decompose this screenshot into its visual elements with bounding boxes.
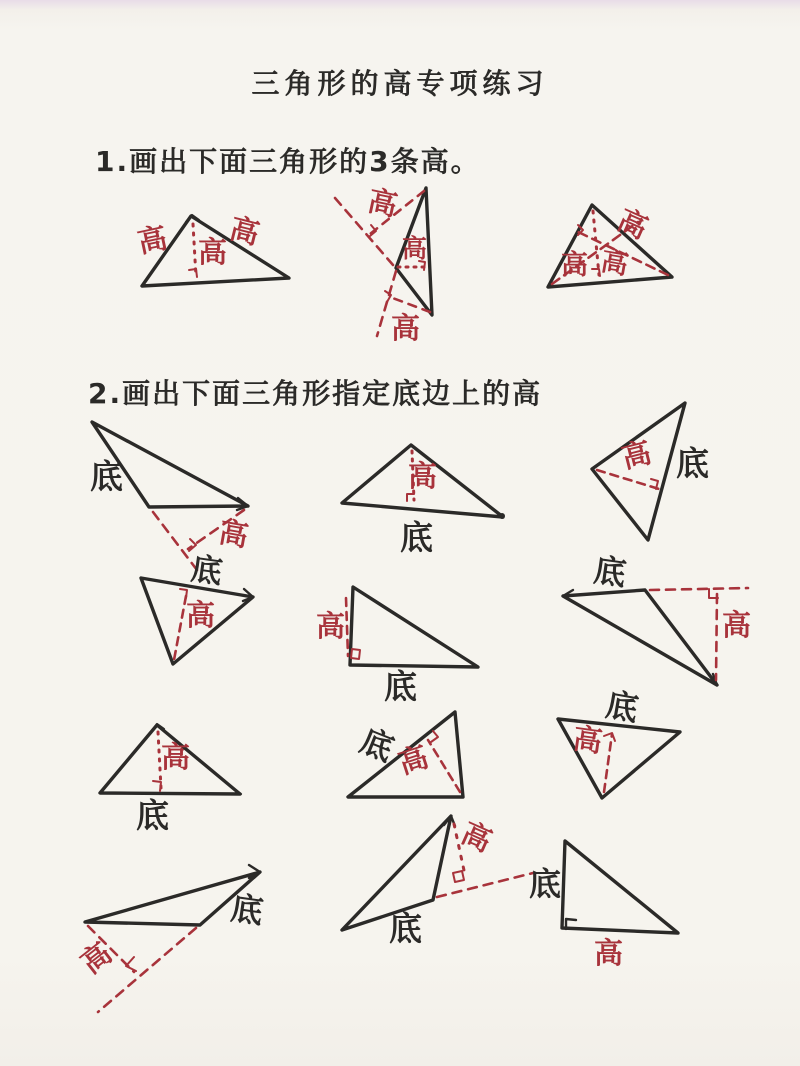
height-label: 高 [561,250,588,281]
base-label: 底 [400,518,433,557]
height-label: 高 [594,936,624,970]
height-label: 高 [74,935,119,981]
section-2-heading: 2.画出下面三角形指定底边上的高 [88,377,543,410]
height-label: 高 [226,211,263,252]
height-label: 高 [216,514,251,554]
height-label: 高 [316,609,346,643]
page-title: 三角形的高专项练习 [251,67,549,100]
base-label: 底 [188,551,225,591]
base-label: 底 [591,550,629,594]
height-label: 高 [134,220,171,260]
height-label: 高 [198,235,228,269]
base-label: 底 [384,667,417,706]
height-label: 高 [456,815,497,859]
section-1-heading: 1.画出下面三角形的3条高。 [95,145,481,178]
height-label: 高 [161,740,191,774]
height-label: 高 [402,234,428,263]
height-label: 高 [612,202,653,246]
height-label: 高 [722,608,752,642]
base-label: 底 [676,444,709,483]
base-label: 底 [228,888,266,932]
height-label: 高 [570,721,605,759]
height-label: 高 [618,435,655,476]
base-label: 底 [529,865,562,903]
height-label: 高 [391,311,421,345]
s2-triangle-k [562,841,678,933]
base-label: 底 [136,796,169,835]
s2-triangle-l [85,865,260,1012]
base-label: 底 [90,457,123,496]
height-label: 高 [394,739,433,781]
base-label: 底 [355,721,399,769]
s2-triangle-f [563,588,748,685]
height-label: 高 [186,598,216,632]
height-label: 高 [364,183,401,223]
height-label: 高 [408,459,438,493]
height-label: 高 [598,245,631,282]
base-label: 底 [389,909,422,948]
s2-triangle-e [346,587,478,667]
base-label: 底 [602,685,642,729]
s2-triangle-j [342,816,533,930]
